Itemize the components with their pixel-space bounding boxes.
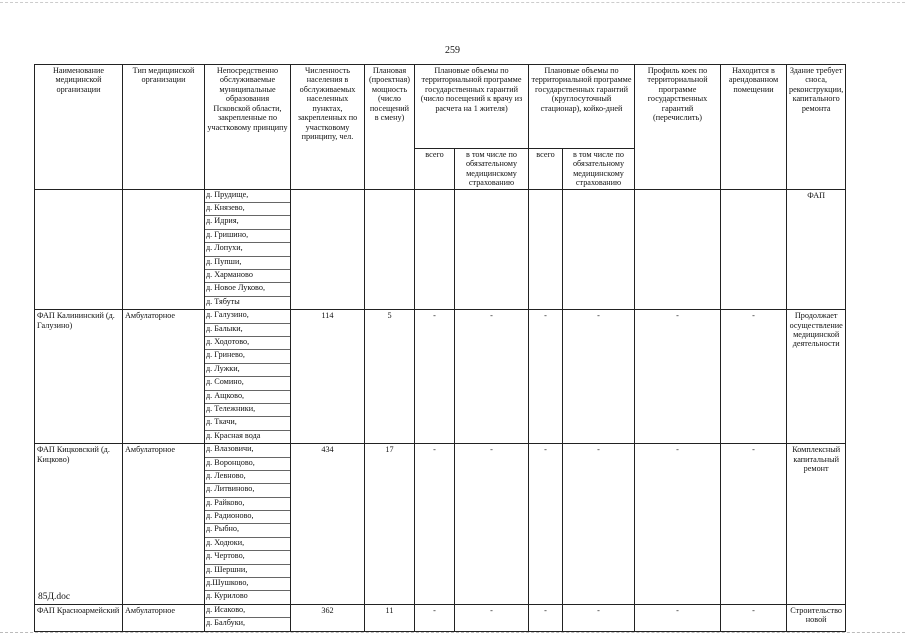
village-item: д. Лужки, <box>205 364 290 377</box>
col-building-header: Здание требует сноса, реконструкции, капитального ремонта <box>787 65 846 190</box>
cell-rented: - <box>721 604 787 631</box>
cell-bed-profile: - <box>635 604 721 631</box>
scan-edge-top <box>0 2 905 3</box>
document-filename: 85Д.doc <box>38 592 71 602</box>
cell-rented: - <box>721 310 787 444</box>
cell-name <box>35 189 123 310</box>
table-row <box>35 189 846 310</box>
village-item: д. Ащково, <box>205 391 290 404</box>
cell-rented: - <box>721 444 787 605</box>
village-item: д. Тябуты <box>206 296 240 306</box>
village-item: д. Балыки, <box>205 324 290 337</box>
cell-visits-oms: - <box>455 444 529 605</box>
cell-building: Продолжает осуществление медицинской деятельности <box>787 310 846 444</box>
cell-hospital-oms <box>563 189 635 310</box>
cell-type: Амбулаторное <box>123 444 205 605</box>
village-item: д. Лопухи, <box>205 243 290 256</box>
cell-name: ФАП Кицковский (д. Кицково) <box>35 444 123 605</box>
table-row <box>35 604 846 631</box>
subcol-visits-oms: в том числе по обязательному медицинскому страхованию <box>455 149 529 190</box>
cell-name: ФАП Калининский (д. Галузино) <box>35 310 123 444</box>
page-number: 259 <box>445 45 460 56</box>
facilities-table <box>34 64 846 632</box>
cell-hospital-oms: - <box>563 444 635 605</box>
scan-edge-bottom <box>0 632 905 633</box>
village-item: д. Балбуки, <box>206 618 246 628</box>
village-item: д. Радионово, <box>205 511 290 524</box>
cell-type: Амбулаторное <box>123 604 205 631</box>
village-item: д. Сомино, <box>205 377 290 390</box>
village-item: д. Гринево, <box>205 350 290 363</box>
col-rented-header: Находится в арендованном помещении <box>721 65 787 190</box>
cell-name: ФАП Красноармейский <box>35 604 123 631</box>
village-item: д. Шершни, <box>205 565 290 578</box>
village-item: д. Ткачи, <box>205 417 290 430</box>
cell-population: 434 <box>291 444 365 605</box>
village-item: д. Идрия, <box>205 216 290 229</box>
cell-bed-profile: - <box>635 444 721 605</box>
cell-capacity <box>365 189 415 310</box>
cell-rented <box>721 189 787 310</box>
col-planned-hospital-header: Плановые объемы по территориальной программе государственных гарантий (круглосуточный стационар), койко-дней <box>529 65 635 149</box>
village-item: д. Чертово, <box>205 551 290 564</box>
village-item: д. Курилово <box>206 591 248 601</box>
village-item: д. Тележники, <box>205 404 290 417</box>
cell-hospital-total: - <box>529 604 563 631</box>
subcol-hospital-total: всего <box>529 149 563 190</box>
table-row <box>35 310 846 444</box>
village-item: д. Пупши, <box>205 257 290 270</box>
cell-visits-oms: - <box>455 604 529 631</box>
cell-population: 114 <box>291 310 365 444</box>
village-item: д. Влазовичи, <box>205 444 290 457</box>
col-bed-profile-header: Профиль коек по территориальной программе государственных гарантий (перечислить) <box>635 65 721 190</box>
cell-villages <box>205 310 291 444</box>
village-item: д. Ходюки, <box>205 538 290 551</box>
cell-bed-profile: - <box>635 310 721 444</box>
village-item: д. Красная вода <box>206 430 261 440</box>
village-item: д. Левново, <box>205 471 290 484</box>
cell-visits-oms: - <box>455 310 529 444</box>
table-row <box>35 444 846 605</box>
village-item: д. Рыбно, <box>205 524 290 537</box>
table-header <box>35 65 846 190</box>
cell-hospital-total <box>529 189 563 310</box>
village-item: д. Воронцово, <box>205 458 290 471</box>
col-served-header: Непосредственно обслуживаемые муниципальные образования Псковской области, закрепленные по участковому принципу <box>205 65 291 190</box>
cell-building: ФАП <box>787 189 846 310</box>
cell-villages <box>205 444 291 605</box>
village-item: д. Литвиново, <box>205 484 290 497</box>
village-item: д. Князево, <box>205 203 290 216</box>
col-capacity-header: Плановая (проектная) мощность (число посещений в смену) <box>365 65 415 190</box>
table-body <box>35 189 846 631</box>
cell-capacity: 17 <box>365 444 415 605</box>
cell-population <box>291 189 365 310</box>
village-item: д. Харманово <box>205 270 290 283</box>
subcol-visits-total: всего <box>415 149 455 190</box>
cell-hospital-total: - <box>529 444 563 605</box>
cell-visits-total: - <box>415 604 455 631</box>
cell-visits-total <box>415 189 455 310</box>
village-item: д. Гришино, <box>205 230 290 243</box>
subcol-hospital-oms: в том числе по обязательному медицинскому страхованию <box>563 149 635 190</box>
cell-villages <box>205 189 291 310</box>
cell-hospital-total: - <box>529 310 563 444</box>
col-type-header: Тип медицинской организации <box>123 65 205 190</box>
cell-capacity: 5 <box>365 310 415 444</box>
cell-building: Строительство новой <box>787 604 846 631</box>
village-item: д. Ходотово, <box>205 337 290 350</box>
cell-villages <box>205 604 291 631</box>
village-item: д.Шушково, <box>205 578 290 591</box>
col-population-header: Численность населения в обслуживаемых населенных пунктах, закрепленных по участковому принципу, чел. <box>291 65 365 190</box>
cell-hospital-oms: - <box>563 310 635 444</box>
cell-hospital-oms: - <box>563 604 635 631</box>
cell-population: 362 <box>291 604 365 631</box>
cell-type <box>123 189 205 310</box>
cell-building: Комплексный капитальный ремонт <box>787 444 846 605</box>
village-item: д. Райково, <box>205 498 290 511</box>
village-item: д. Новое Луково, <box>205 283 290 296</box>
cell-type: Амбулаторное <box>123 310 205 444</box>
col-name-header: Наименование медицинской организации <box>35 65 123 190</box>
village-item: д. Исаково, <box>205 605 290 618</box>
village-item: д. Галузино, <box>205 310 290 323</box>
cell-visits-total: - <box>415 310 455 444</box>
cell-visits-oms <box>455 189 529 310</box>
cell-bed-profile <box>635 189 721 310</box>
cell-capacity: 11 <box>365 604 415 631</box>
village-item: д. Прудище, <box>205 190 290 203</box>
cell-visits-total: - <box>415 444 455 605</box>
col-planned-visits-header: Плановые объемы по территориальной программе государственных гарантий (число посещений к врачу из расчета на 1 жителя) <box>415 65 529 149</box>
